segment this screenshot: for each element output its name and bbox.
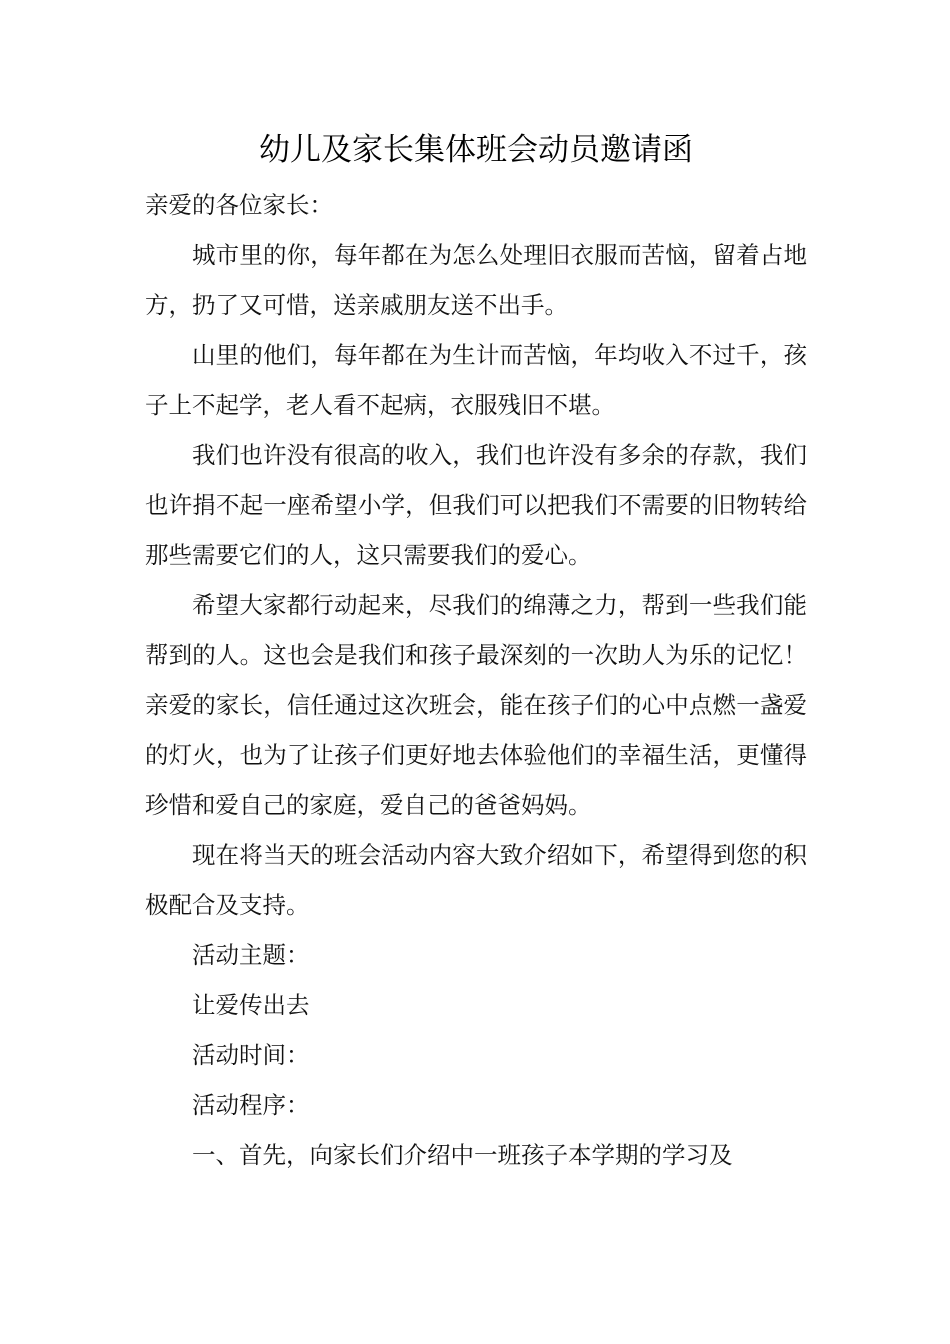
activity-theme-label: 活动主题：: [192, 941, 310, 969]
activity-procedure-step-1: 一、首先，向家长们介绍中一班孩子本学期的学习及: [192, 1141, 733, 1169]
document-title: 幼儿及家长集体班会动员邀请函: [259, 132, 693, 168]
paragraph-5: 现在将当天的班会活动内容大致介绍如下，希望得到您的积极配合及支持。: [145, 841, 807, 919]
activity-theme-value: 让爱传出去: [192, 991, 310, 1019]
activity-procedure-label: 活动程序：: [192, 1091, 310, 1119]
paragraph-3: 我们也许没有很高的收入，我们也许没有多余的存款，我们也许捐不起一座希望小学，但我们可以把我们不需要的旧物转给那些需要它们的人，这只需要我们的爱心。: [145, 441, 807, 569]
salutation: 亲爱的各位家长：: [145, 191, 333, 219]
paragraph-4: 希望大家都行动起来，尽我们的绵薄之力，帮到一些我们能帮到的人。这也会是我们和孩子最深刻的一次助人为乐的记忆！亲爱的家长，信任通过这次班会，能在孩子们的心中点燃一盏爱的灯火，也为了让孩子们更好地去体验他们的幸福生活，更懂得珍惜和爱自己的家庭，爱自己的爸爸妈妈。: [145, 591, 807, 819]
activity-time-label: 活动时间：: [192, 1041, 310, 1069]
document-body: [145, 180, 807, 1180]
paragraph-1: 城市里的你，每年都在为怎么处理旧衣服而苦恼，留着占地方，扔了又可惜，送亲戚朋友送不出手。: [145, 241, 807, 319]
paragraph-2: 山里的他们，每年都在为生计而苦恼，年均收入不过千，孩子上不起学，老人看不起病，衣服残旧不堪。: [145, 341, 807, 419]
